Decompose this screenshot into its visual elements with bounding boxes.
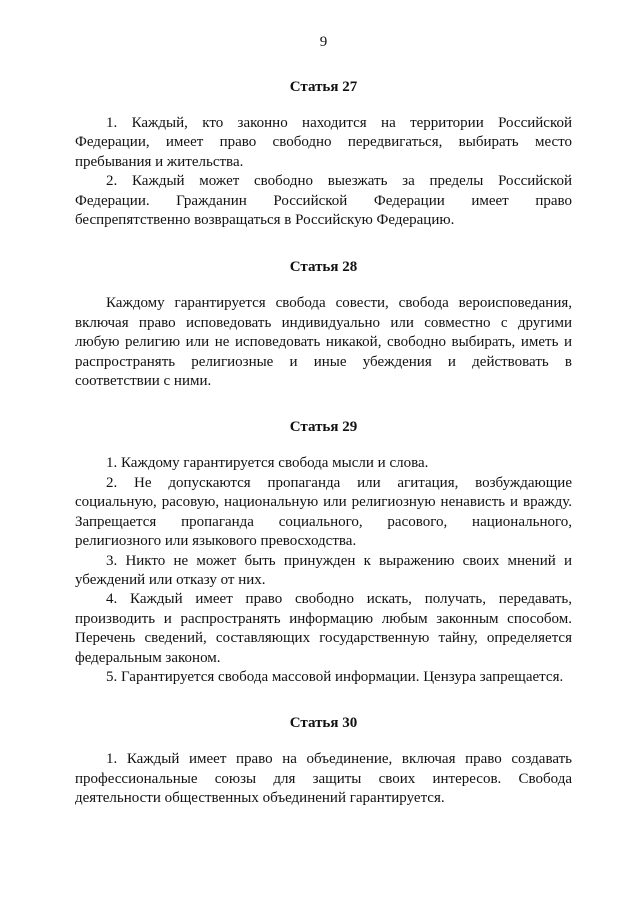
article-27 <box>75 78 572 230</box>
article-30 <box>75 714 572 808</box>
page-number: 9 <box>319 34 328 50</box>
article-paragraph: 1. Каждому гарантируется свобода мысли и слова. <box>106 455 429 472</box>
article-title: Статья 27 <box>289 79 358 95</box>
article-29 <box>75 418 572 687</box>
article-paragraph: 4. Каждый имеет право свободно искать, получать, передавать, производить и распространять информацию любым законным способом. Перечень сведений, составляющих государственную тайну, определяется федеральным законом. <box>75 591 572 666</box>
article-paragraph: 3. Никто не может быть принужден к выражению своих мнений и убеждений или отказу от них. <box>75 552 572 588</box>
article-paragraph: 2. Каждый может свободно выезжать за пределы Российской Федерации. Гражданин Российской Федерации имеет право беспрепятственно возвращаться в Российскую Федерацию. <box>75 173 572 229</box>
article-paragraph: 5. Гарантируется свобода массовой информации. Цензура запрещается. <box>106 668 564 685</box>
article-paragraph: Каждому гарантируется свобода совести, свобода вероисповедания, включая право исповедовать индивидуально или совместно с другими любую религию или не исповедовать никакой, свободно выбирать, иметь и распространять религиозные и иные убеждения и действовать в соответствии с ними. <box>75 295 572 390</box>
article-28 <box>75 258 572 391</box>
article-title: Статья 30 <box>289 715 358 732</box>
article-paragraph: 1. Каждый, кто законно находится на территории Российской Федерации, имеет право свободно передвигаться, выбирать место пребывания и жительства. <box>75 115 572 170</box>
article-title: Статья 28 <box>289 259 358 276</box>
article-title: Статья 29 <box>289 419 358 436</box>
article-paragraph: 2. Не допускаются пропаганда или агитация, возбуждающие социальную, расовую, национальную или религиозную ненависть и вражду. Запрещается пропаганда социального, расового, национального, религиозного или языкового превосходства. <box>75 474 572 550</box>
article-paragraph: 1. Каждый имеет право на объединение, включая право создавать профессиональные союзы для защиты своих интересов. Свобода деятельности общественных объединений гарантируется. <box>75 751 572 807</box>
